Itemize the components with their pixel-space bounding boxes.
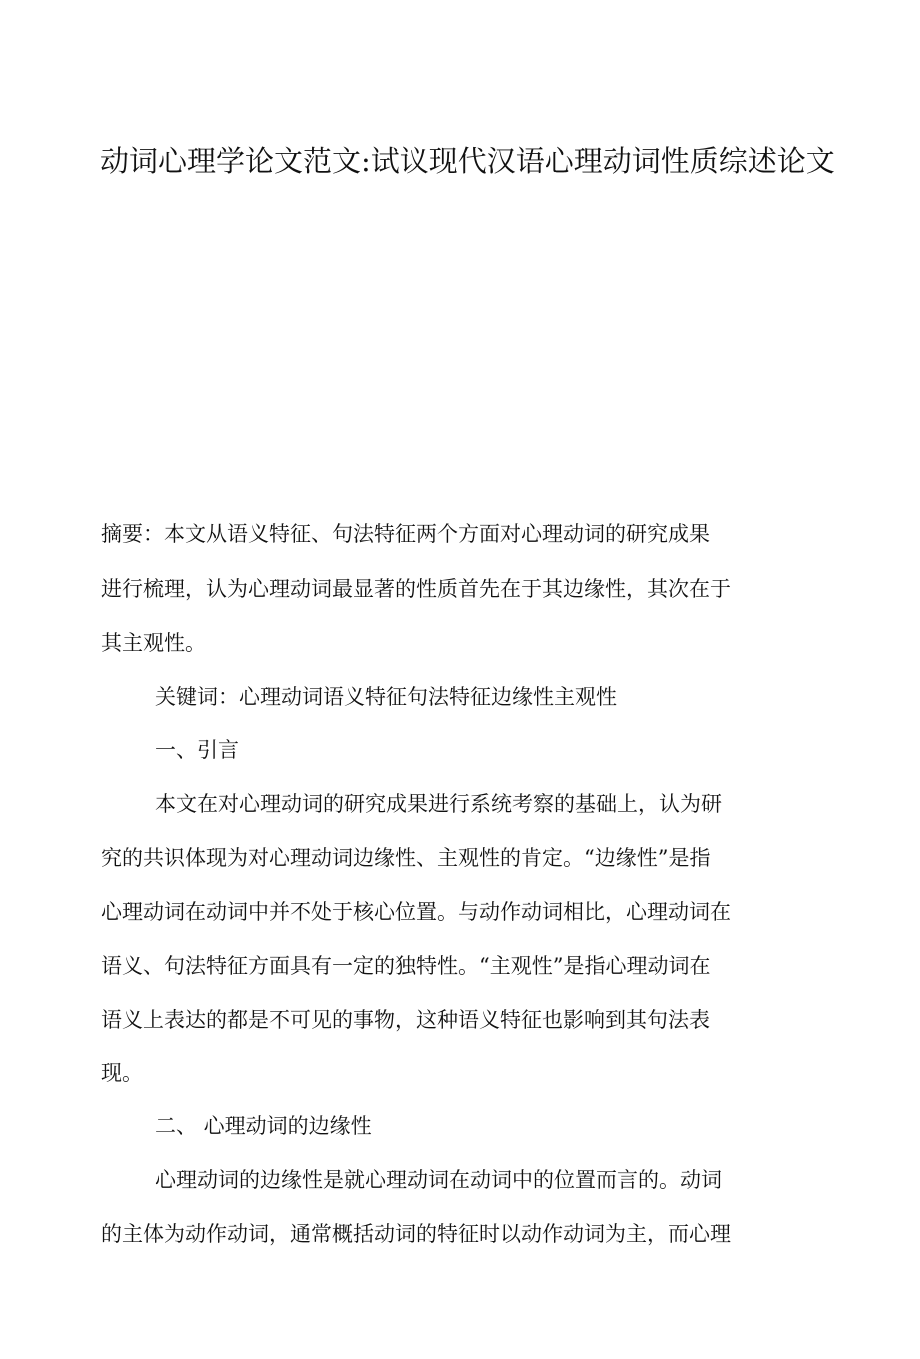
paragraph-line: 心理动词的边缘性是就心理动词在动词中的位置而言的。动词 (155, 1168, 722, 1192)
paragraph-line: 究的共识体现为对心理动词边缘性、主观性的肯定。“边缘性”是指 (101, 846, 711, 870)
abstract-line: 其主观性。 (101, 631, 206, 655)
abstract-line: 进行梳理，认为心理动词最显著的性质首先在于其边缘性，其次在于 (101, 577, 731, 601)
paragraph-line: 语义上表达的都是不可见的事物，这种语义特征也影响到其句法表 (101, 1008, 710, 1032)
paragraph-line: 语义、句法特征方面具有一定的独特性。“主观性”是指心理动词在 (101, 954, 711, 978)
paragraph-line: 现。 (101, 1061, 143, 1085)
document-title: 动词心理学论文范文:试议现代汉语心理动词性质综述论文 (100, 144, 835, 178)
paragraph-line: 本文在对心理动词的研究成果进行系统考察的基础上，认为研 (155, 792, 722, 816)
abstract-line: 摘要：本文从语义特征、句法特征两个方面对心理动词的研究成果 (101, 522, 710, 546)
paragraph-line: 的主体为动作动词，通常概括动词的特征时以动作动词为主，而心理 (101, 1222, 731, 1246)
keywords-line: 关键词：心理动词语义特征句法特征边缘性主观性 (155, 685, 617, 709)
section-heading: 一、引言 (155, 738, 239, 762)
section-heading: 二、 心理动词的边缘性 (155, 1114, 372, 1138)
paragraph-line: 心理动词在动词中并不处于核心位置。与动作动词相比，心理动词在 (101, 900, 731, 924)
